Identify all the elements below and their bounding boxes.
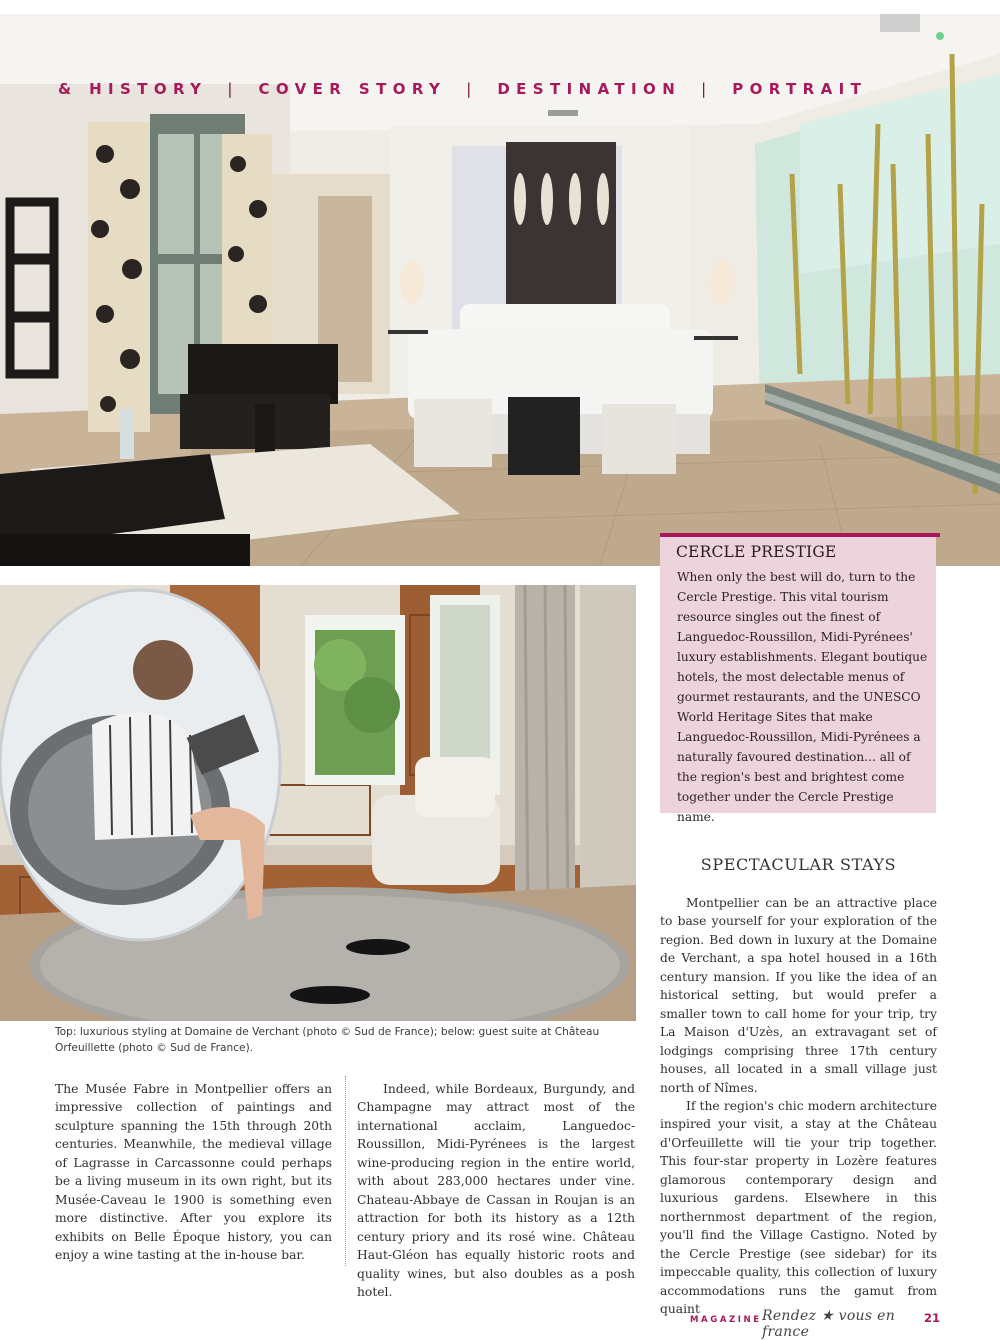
guest-suite-photo	[0, 585, 636, 1021]
paragraph: Montpellier can be an attractive place to base yourself for your exploration of the region. Bed down in luxury at the Domaine de Verchant, a spa hotel housed in a 16th century mansion. If you like the idea of an historical setting, but would prefer a smaller town to call home for your trip, try La Maison d'Uzès, an extravagant set of lodgings comprising three 17th century houses, all located in a small village just north of Nîmes.	[660, 896, 937, 1095]
article-column-1	[55, 1080, 332, 1265]
paragraph: The Musée Fabre in Montpellier offers an impressive collection of paintings and sculpture spanning the 15th through 20th centuries. Meanwhile, the medieval village of Lagrasse in Carcassonne could perhaps be a living museum in its own right, but its Musée-Caveau le 1900 is something even more distinctive. After you explore its exhibits on Belle Époque history, you can enjoy a wine tasting at the in-house bar.	[55, 1082, 332, 1263]
article-column-3	[660, 894, 937, 1318]
footer-brand-logo: Rendez ★ vous en france	[762, 1308, 896, 1340]
nav-item-history[interactable]: & HISTORY	[58, 80, 208, 98]
sidebar-body: When only the best will do, turn to the Cercle Prestige. This vital tourism resource singles out the finest of Languedoc-Roussillon, Midi-Pyrénees' luxury establishments. Elegant boutique hotels, the most delectable menus of gourmet restaurants, and the UNESCO World Heritage Sites that make Languedoc-Roussillon, Midi-Pyrénees a naturally favoured destination... all of the region's best and brightest come together under the Cercle Prestige name.	[677, 570, 928, 824]
nav-separator: |	[227, 80, 233, 98]
nav-separator: |	[466, 80, 472, 98]
nav-item-destination[interactable]: DESTINATION	[497, 80, 682, 98]
article-column-2	[357, 1080, 635, 1301]
nav-separator: |	[701, 80, 707, 98]
column-divider	[345, 1076, 346, 1266]
paragraph: Indeed, while Bordeaux, Burgundy, and Champagne may attract most of the international acclaim, Languedoc-Roussillon, Midi-Pyrénees is the largest wine-producing region in the entire world, with about 283,000 hectares under vine. Chateau-Abbaye de Cassan in Roujan is an attraction for both its history as a 12th century priory and its rosé wine. Château Haut-Gléon has equally historic roots and quality wines, but also doubles as a posh hotel.	[357, 1082, 635, 1299]
nav-item-portrait[interactable]: PORTRAIT	[732, 80, 868, 98]
nav-item-cover-story[interactable]: COVER STORY	[258, 80, 447, 98]
page-number: 21	[924, 1311, 941, 1325]
sidebar-accent-bar	[660, 533, 940, 537]
paragraph: If the region's chic modern architecture inspired your visit, a stay at the Château d'Orfeuillette will tie your trip together. This four-star property in Lozère features glamorous contemporary design and luxurious gardens. Elsewhere in this northernmost department of the region, you'll find the Village Castigno. Noted by the Cercle Prestige (see sidebar) for its impeccable quality, this collection of luxury accommodations runs the gamut from quaint	[660, 1098, 937, 1316]
footer-magazine-label: MAGAZINE	[690, 1315, 762, 1325]
page-footer	[690, 1308, 941, 1340]
section-heading-spectacular-stays: SPECTACULAR STAYS	[700, 855, 897, 874]
photo-caption: Top: luxurious styling at Domaine de Verchant (photo © Sud de France); below: guest suite at Château Orfeuillette (photo © Sud de France).	[55, 1026, 600, 1054]
sidebar-title: CERCLE PRESTIGE	[676, 543, 837, 561]
section-nav	[58, 80, 958, 102]
